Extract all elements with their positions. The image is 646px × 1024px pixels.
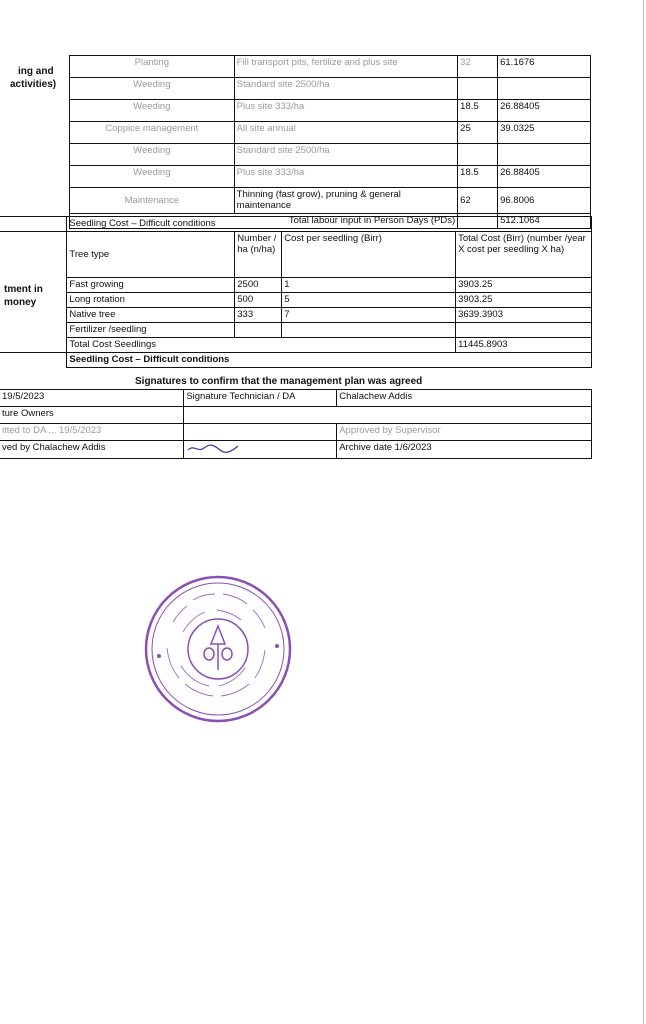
table-row [70,100,591,122]
description-cell: Standard site 2500/ha [234,144,458,166]
days-cell: 18.5 [458,100,498,122]
total-cell: 3903.25 [456,278,592,293]
date-cell: 19/5/2023 [0,390,184,407]
total-label: Total labour input in Person Days (PDs) [70,214,458,229]
signature-table [0,389,592,459]
description-cell: Plus site 333/ha [234,100,458,122]
section-label-planting-2: activities) [10,79,57,90]
table-row [0,323,592,338]
technician-label: Signature Technician / DA [184,390,337,407]
tree-type-cell: Fertilizer /seedling [67,323,235,338]
approved-label: Approved by Supervisor [337,424,592,441]
signature-scribble [186,442,246,454]
table-row [0,390,592,407]
submitted-label: itted to DA ... 19/5/2023 [0,424,184,441]
number-cell [235,323,282,338]
description-cell: Standard site 2500/ha [234,78,458,100]
seedling-table [0,216,592,368]
activity-cell: Weeding [70,144,235,166]
description-cell: Fill transport pits, fertilize and plus site [234,56,458,78]
section-label-investment-1: tment in [4,284,43,295]
number-cell: 333 [235,308,282,323]
activity-cell: Weeding [70,100,235,122]
technician-name: Chalachew Addis [337,390,592,407]
total-cost-label: Total Cost Seedlings [67,338,456,353]
tree-type-cell: Native tree [67,308,235,323]
activity-cell: Coppice management [70,122,235,144]
official-stamp [143,574,293,724]
number-cell: 500 [235,293,282,308]
header-total: Total Cost (Birr) (number /year X cost per seedling X ha) [456,232,592,278]
activity-cell: Weeding [70,166,235,188]
value-cell [498,144,591,166]
cost-cell: 1 [282,278,456,293]
value-cell: 39.0325 [498,122,591,144]
value-cell: 26.88405 [498,166,591,188]
table-row [70,144,591,166]
total-row [0,338,592,353]
activity-cell: Weeding [70,78,235,100]
total-cell: 3639.3903 [456,308,592,323]
table-row [70,56,591,78]
table-row [0,441,592,459]
value-cell: 96.8006 [498,188,591,214]
table-row [0,293,592,308]
table-header-row [0,232,592,278]
total-cell: 3903.25 [456,293,592,308]
seedling-title: Seedling Cost – Difficult conditions [67,217,592,232]
table-row [0,278,592,293]
header-tree-type: Tree type [67,232,235,278]
table-row [70,188,591,214]
description-cell: Thinning (fast grow), pruning & general maintenance [234,188,458,214]
activity-cell: Planting [70,56,235,78]
labour-table [69,55,591,229]
archive-label: Archive date 1/6/2023 [337,441,592,459]
section-label-planting-1: ing and [18,66,54,77]
table-row [70,122,591,144]
approved-by: ved by Chalachew Addis [0,441,184,459]
total-value: 512.1064 [498,214,591,229]
table-row [0,424,592,441]
value-cell: 26.88405 [498,100,591,122]
tree-type-cell: Long rotation [67,293,235,308]
value-cell: 61.1676 [498,56,591,78]
value-cell [498,78,591,100]
cost-cell: 5 [282,293,456,308]
header-cost: Cost per seedling (Birr) [282,232,456,278]
table-row [70,166,591,188]
cost-cell [282,323,456,338]
header-number: Number / ha (n/ha) [235,232,282,278]
page-edge [643,0,644,1024]
activity-cell: Maintenance [70,188,235,214]
total-cell [456,323,592,338]
section-label-investment-2: money [4,297,37,308]
days-cell: 32 [458,56,498,78]
owners-label: ture Owners [0,407,184,424]
description-cell: All site annual [234,122,458,144]
total-cost-value: 11445.8903 [456,338,592,353]
signatures-heading: Signatures to confirm that the management plan was agreed [135,376,423,387]
days-cell: 18.5 [458,166,498,188]
seedling-footer: Seedling Cost – Difficult conditions [67,353,592,368]
table-row [0,308,592,323]
cost-cell: 7 [282,308,456,323]
tree-type-cell: Fast growing [67,278,235,293]
table-title-row [0,217,592,232]
table-row [70,78,591,100]
days-cell [458,78,498,100]
number-cell: 2500 [235,278,282,293]
days-cell: 62 [458,188,498,214]
handwritten-signature [184,441,337,459]
footer-row [0,353,592,368]
days-cell [458,144,498,166]
description-cell: Plus site 333/ha [234,166,458,188]
days-cell: 25 [458,122,498,144]
table-row [0,407,592,424]
